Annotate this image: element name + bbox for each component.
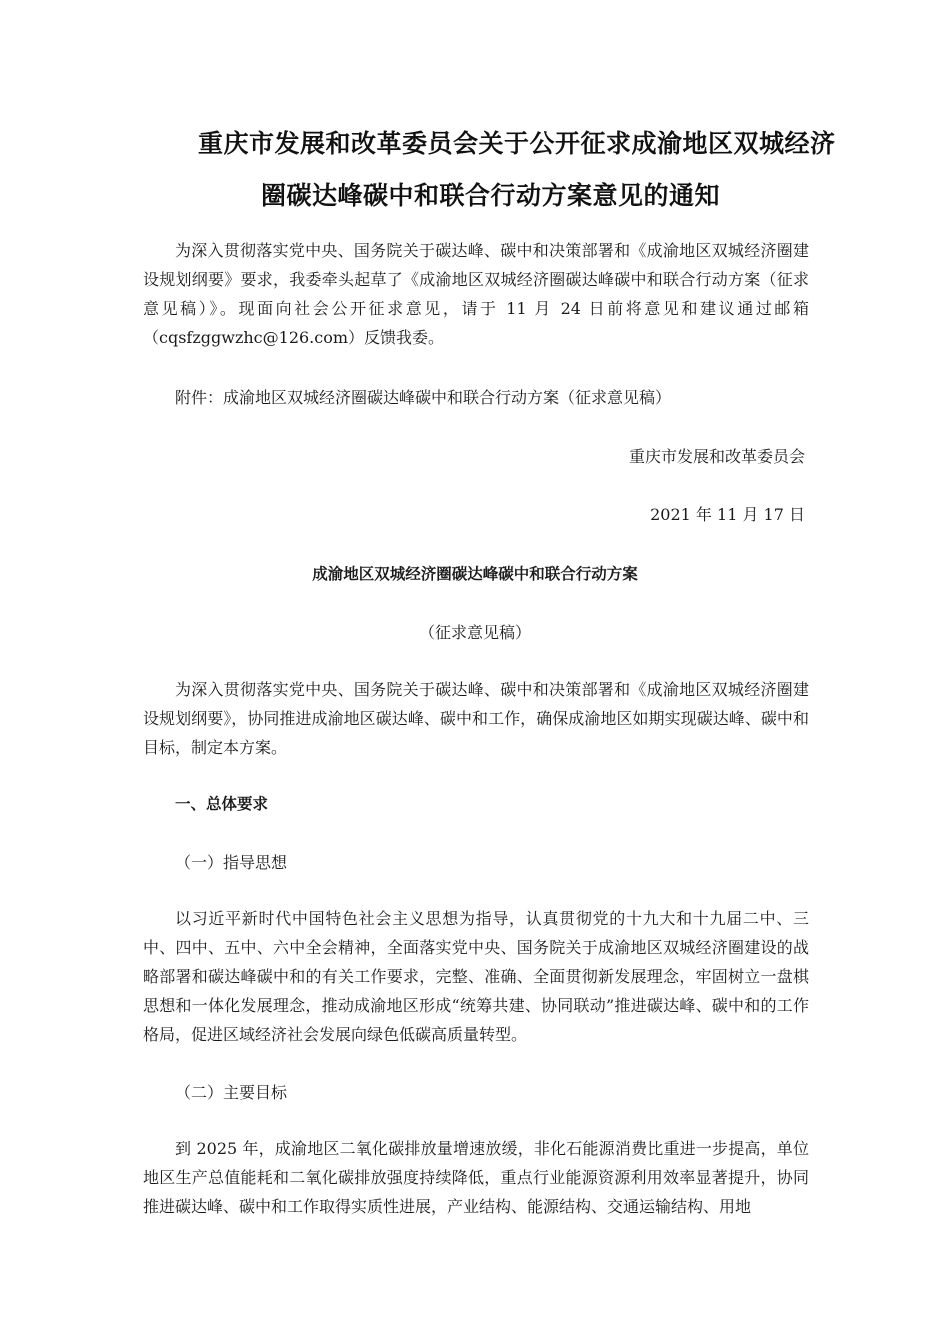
plan-intro-paragraph: 为深入贯彻落实党中央、国务院关于碳达峰、碳中和决策部署和《成渝地区双城经济圈建设规划纲要》，协同推进成渝地区碳达峰、碳中和工作，确保成渝地区如期实现碳达峰、碳中和目标，制定本方案。 (143, 680, 809, 757)
plan-title: 成渝地区双城经济圈碳达峰碳中和联合行动方案 (312, 565, 638, 583)
section-heading: 一、总体要求 (175, 795, 269, 813)
notice-intro-paragraph: 为深入贯彻落实党中央、国务院关于碳达峰、碳中和决策部署和《成渝地区双城经济圈建设规划纲要》要求，我委牵头起草了《成渝地区双城经济圈碳达峰碳中和联合行动方案（征求意见稿）》。现面向社会公开征求意见，请于 11 月 24 日前将意见和建议通过邮箱（cqsfzggwzhc@126.com）反馈我委。 (143, 241, 809, 347)
plan-subtitle: （征求意见稿） (418, 623, 531, 642)
issuer-signature: 重庆市发展和改革委员会 (628, 447, 805, 466)
issue-date: 2021 年 11 月 17 日 (650, 505, 805, 524)
notice-title-line2: 圈碳达峰碳中和联合行动方案意见的通知 (261, 181, 721, 210)
guiding-ideology-paragraph: 以习近平新时代中国特色社会主义思想为指导，认真贯彻党的十九大和十九届二中、三中、四中、五中、六中全会精神，全面落实党中央、国务院关于成渝地区双城经济圈建设的战略部署和碳达峰碳中和的有关工作要求，完整、准确、全面贯彻新发展理念，牢固树立一盘棋思想和一体化发展理念，推动成渝地区形成“统筹共建、协同联动”推进碳达峰、碳中和的工作格局，促进区域经济社会发展向绿色低碳高质量转型。 (143, 909, 809, 1044)
attachment-line: 附件：成渝地区双城经济圈碳达峰碳中和联合行动方案（征求意见稿） (175, 388, 672, 407)
subsection-heading-1: （一）指导思想 (175, 853, 288, 872)
subsection-heading-2: （二）主要目标 (175, 1083, 288, 1102)
notice-title-line1: 重庆市发展和改革委员会关于公开征求成渝地区双城经济 (198, 129, 836, 158)
main-targets-paragraph: 到 2025 年，成渝地区二氧化碳排放量增速放缓，非化石能源消费比重进一步提高，单位地区生产总值能耗和二氧化碳排放强度持续降低，重点行业能源资源利用效率显著提升，协同推进碳达峰、碳中和工作取得实质性进展，产业结构、能源结构、交通运输结构、用地 (143, 1139, 809, 1216)
